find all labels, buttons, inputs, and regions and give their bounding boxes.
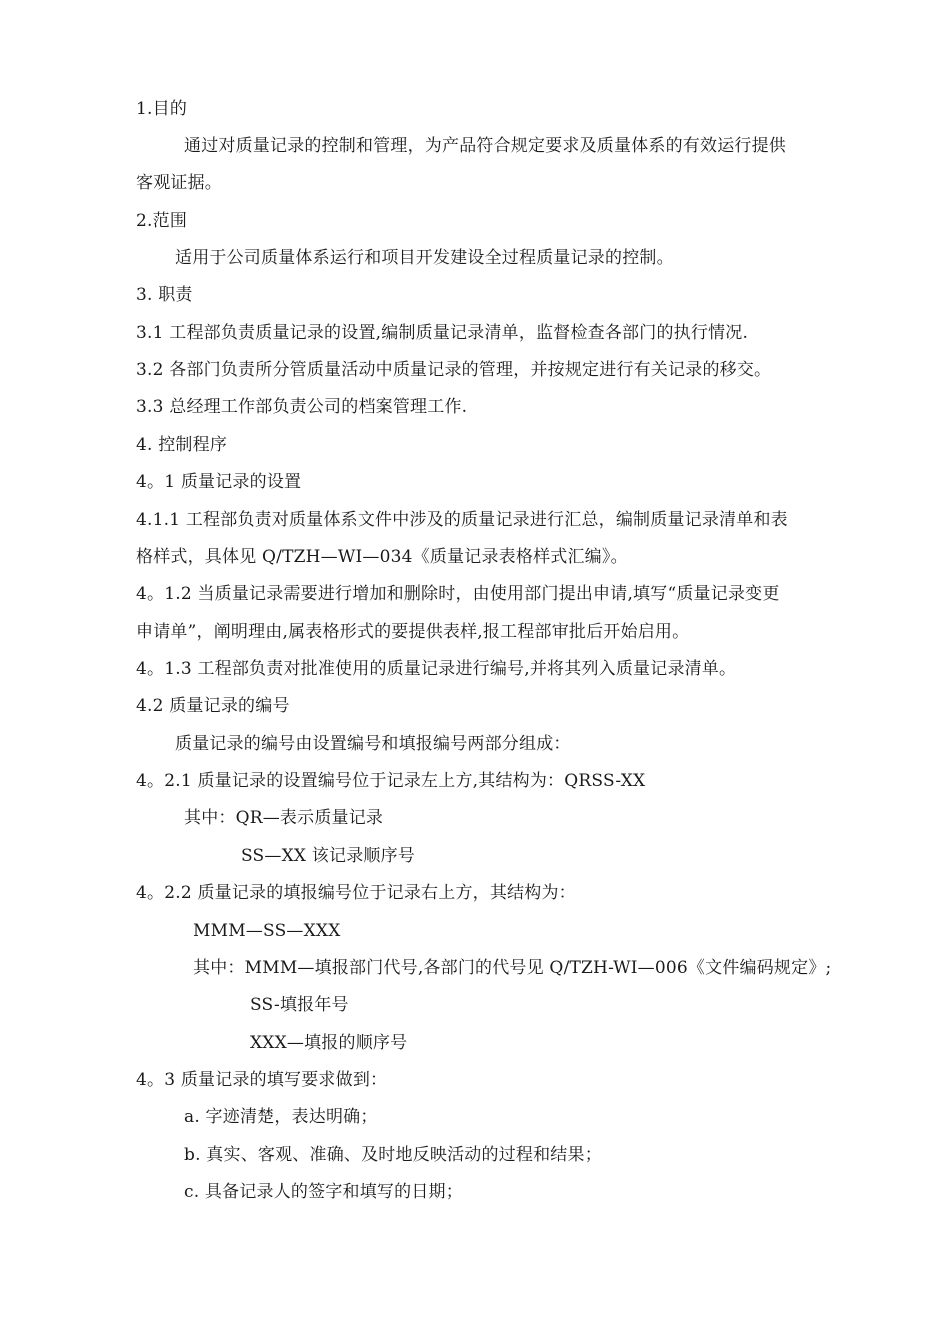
section-4-1-1-line-2: 格样式，具体见 Q/TZH—WI—034《质量记录表格样式汇编》。 [136, 547, 628, 567]
section-4-3-item-c: c. 具备记录人的签字和填写的日期； [184, 1182, 463, 1202]
section-4-2-2-detail-2: SS-填报年号 [250, 995, 349, 1015]
section-1-heading: 1.目的 [136, 99, 188, 119]
section-1-body-line-1: 通过对质量记录的控制和管理，为产品符合规定要求及质量体系的有效运行提供 [184, 136, 786, 156]
section-4-3-item-b: b. 真实、客观、准确、及时地反映活动的过程和结果； [184, 1145, 602, 1165]
section-4-2-2-detail-1: 其中：MMM—填报部门代号,各部门的代号见 Q/TZH-WI—006《文件编码规定》; [193, 958, 832, 978]
section-4-1-1-line-1: 4.1.1 工程部负责对质量体系文件中涉及的质量记录进行汇总，编制质量记录清单和表 [136, 510, 788, 530]
section-4-1-3: 4。1.3 工程部负责对批准使用的质量记录进行编号,并将其列入质量记录清单。 [136, 659, 737, 679]
section-4-2-body: 质量记录的编号由设置编号和填报编号两部分组成： [175, 734, 571, 754]
section-3-2: 3.2 各部门负责所分管质量活动中质量记录的管理，并按规定进行有关记录的移交。 [136, 360, 772, 380]
section-4-2-2-code: MMM—SS—XXX [193, 921, 341, 941]
section-4-1-2-line-1: 4。1.2 当质量记录需要进行增加和删除时，由使用部门提出申请,填写“质量记录变更 [136, 584, 780, 604]
section-4-2-2: 4。2.2 质量记录的填报编号位于记录右上方，其结构为： [136, 883, 576, 903]
section-2-body: 适用于公司质量体系运行和项目开发建设全过程质量记录的控制。 [175, 248, 674, 268]
section-4-2-1-detail-1: 其中：QR—表示质量记录 [184, 808, 384, 828]
section-3-3: 3.3 总经理工作部负责公司的档案管理工作. [136, 397, 468, 417]
section-2-heading: 2.范围 [136, 211, 188, 231]
section-4-2-1: 4。2.1 质量记录的设置编号位于记录左上方,其结构为：QRSS-XX [136, 771, 646, 791]
section-1-body-line-2: 客观证据。 [136, 173, 222, 193]
section-4-2-2-detail-3: XXX—填报的顺序号 [250, 1033, 408, 1053]
section-4-heading: 4. 控制程序 [136, 435, 228, 455]
section-3-heading: 3. 职责 [136, 285, 193, 305]
section-4-2: 4.2 质量记录的编号 [136, 696, 290, 716]
section-4-1-2-line-2: 申请单”，阐明理由,属表格形式的要提供表样,报工程部审批后开始启用。 [136, 622, 690, 642]
section-4-3: 4。3 质量记录的填写要求做到： [136, 1070, 388, 1090]
section-4-2-1-detail-2: SS—XX 该记录顺序号 [241, 846, 416, 866]
section-4-1: 4。1 质量记录的设置 [136, 472, 302, 492]
section-4-3-item-a: a. 字迹清楚，表达明确； [184, 1107, 378, 1127]
section-3-1: 3.1 工程部负责质量记录的设置,编制质量记录清单，监督检查各部门的执行情况. [136, 323, 749, 343]
